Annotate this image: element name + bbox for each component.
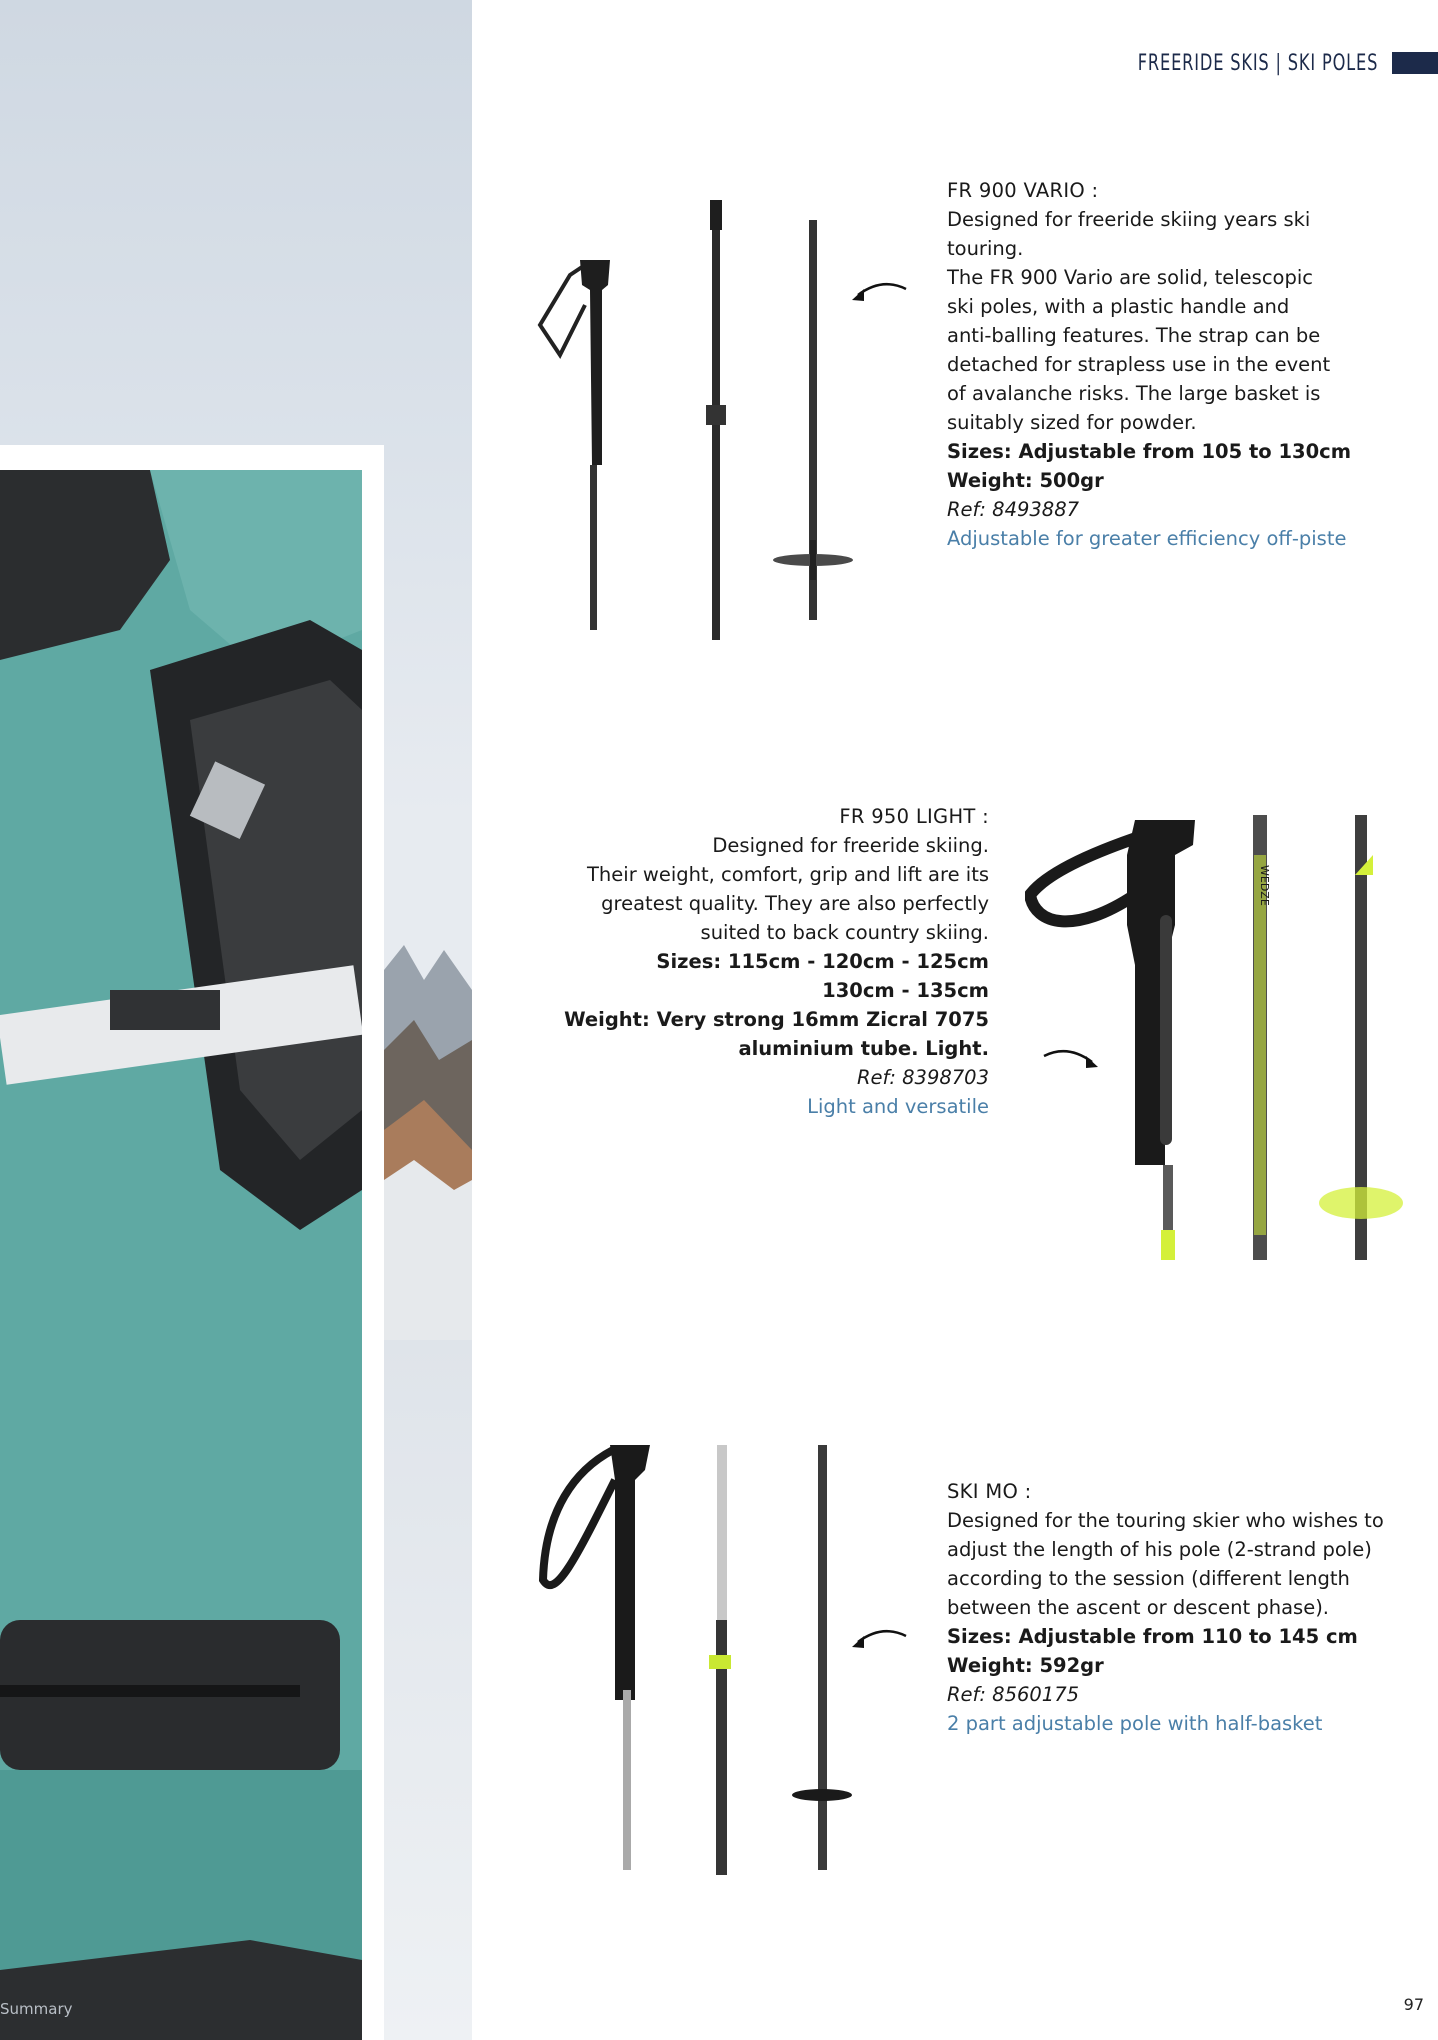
description-line: according to the session (different length — [947, 1567, 1350, 1590]
product-fr950-light — [520, 802, 989, 1121]
product-name: SKI MO : — [947, 1480, 1032, 1503]
product-ref: Ref: 8560175 — [947, 1683, 1080, 1706]
skier-photo — [0, 0, 472, 2040]
product-name: FR 950 LIGHT : — [839, 805, 989, 828]
product-weight: Weight: 500gr — [947, 469, 1104, 492]
product-sizes: Sizes: 115cm - 120cm - 125cm — [656, 950, 989, 973]
product-name: FR 900 VARIO : — [947, 179, 1099, 202]
product-tagline: 2 part adjustable pole with half-basket — [947, 1712, 1323, 1735]
mountain-background — [384, 930, 472, 1350]
page-number: 97 — [1403, 1995, 1424, 2014]
product-tagline: Adjustable for greater efficiency off-piste — [947, 527, 1347, 550]
description-line: adjust the length of his pole (2-strand pole) — [947, 1538, 1372, 1561]
skimo-poles-image — [535, 1440, 875, 1880]
description-line: detached for strapless use in the event — [947, 353, 1331, 376]
arrow-left-icon — [850, 1622, 910, 1652]
section-header — [1085, 48, 1438, 78]
description-line: Designed for the touring skier who wishes to — [947, 1509, 1384, 1532]
pole-brand-print: WEDZE — [1258, 865, 1271, 906]
product-sizes: 130cm - 135cm — [822, 979, 989, 1002]
product-weight: Weight: Very strong 16mm Zicral 7075 — [564, 1008, 989, 1031]
product-ref: Ref: 8398703 — [856, 1066, 989, 1089]
description-line: Designed for freeride skiing. — [712, 834, 989, 857]
skier-figure — [0, 470, 362, 2040]
description-line: suited to back country skiing. — [700, 921, 989, 944]
product-fr900-vario — [947, 176, 1387, 553]
product-weight: aluminium tube. Light. — [738, 1037, 989, 1060]
description-line: touring. — [947, 237, 1024, 260]
description-line: The FR 900 Vario are solid, telescopic — [947, 266, 1314, 289]
product-sizes: Sizes: Adjustable from 105 to 130cm — [947, 440, 1352, 463]
arrow-left-icon — [850, 275, 910, 305]
description-line: suitably sized for powder. — [947, 411, 1197, 434]
description-line: ski poles, with a plastic handle and — [947, 295, 1290, 318]
description-line: greatest quality. They are also perfectly — [601, 892, 989, 915]
fr900-poles-image — [530, 195, 870, 645]
summary-link[interactable]: Summary — [0, 2000, 73, 2018]
description-line: Their weight, comfort, grip and lift are its — [587, 863, 989, 886]
description-line: between the ascent or descent phase). — [947, 1596, 1330, 1619]
product-weight: Weight: 592gr — [947, 1654, 1104, 1677]
description-line: of avalanche risks. The large basket is — [947, 382, 1321, 405]
product-tagline: Light and versatile — [807, 1095, 989, 1118]
product-ski-mo — [947, 1477, 1427, 1738]
product-ref: Ref: 8493887 — [947, 498, 1080, 521]
description-line: anti-balling features. The strap can be — [947, 324, 1321, 347]
section-title: FREERIDE SKIS | SKI POLES — [1137, 50, 1378, 76]
fr950-poles-image — [1025, 815, 1430, 1265]
description-line: Designed for freeride skiing years ski — [947, 208, 1311, 231]
header-bar — [1392, 52, 1438, 74]
product-sizes: Sizes: Adjustable from 110 to 145 cm — [947, 1625, 1358, 1648]
snow-slope — [384, 1340, 472, 2040]
